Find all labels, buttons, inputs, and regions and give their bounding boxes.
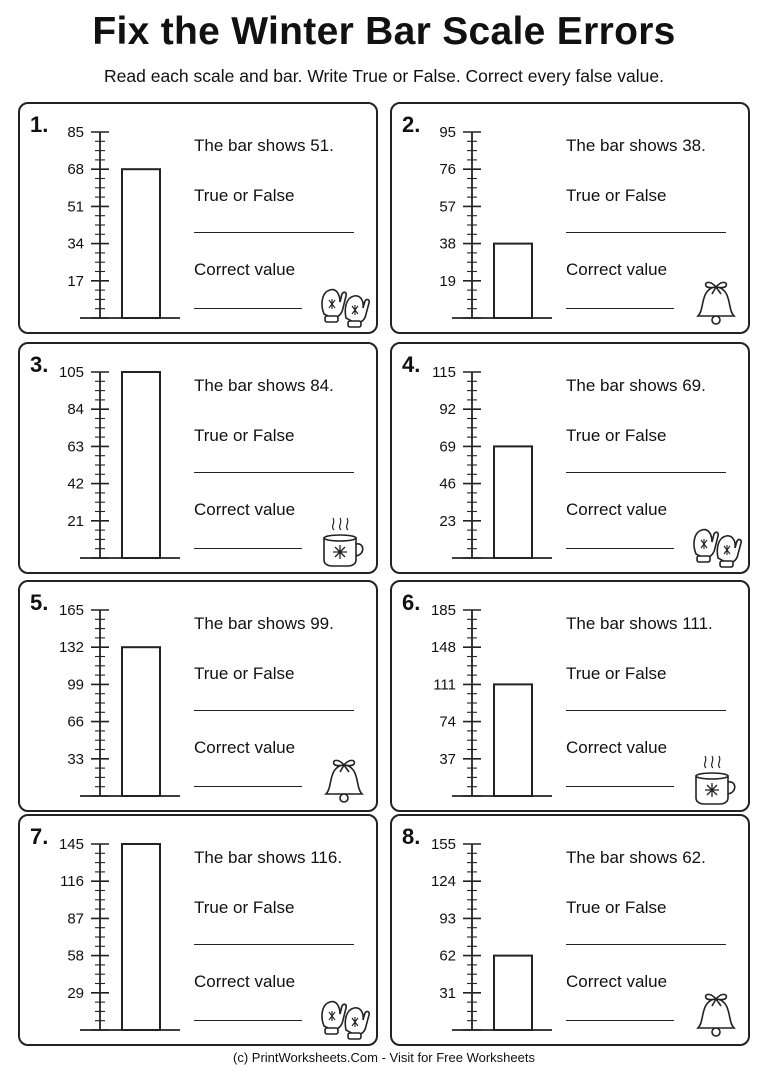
tick-label: 93	[439, 910, 456, 928]
mittens-icon	[316, 274, 370, 328]
true-false-label: True or False	[194, 426, 295, 445]
tick-label: 148	[430, 639, 456, 657]
problem-card-4	[390, 342, 750, 574]
tick-label: 155	[430, 836, 456, 853]
correct-value-answer-line[interactable]	[194, 1020, 302, 1021]
bar-statement: The bar shows 99.	[194, 614, 334, 633]
tick-label: 116	[60, 873, 84, 891]
bar-chart	[392, 344, 572, 576]
bar-chart	[392, 104, 572, 336]
tick-label: 185	[430, 602, 456, 619]
cocoa-mug-icon	[316, 514, 370, 568]
tick-label: 111	[433, 676, 456, 694]
tick-label: 145	[58, 836, 84, 853]
tick-label: 85	[67, 124, 84, 141]
tick-label: 21	[67, 512, 84, 530]
page-title: Fix the Winter Bar Scale Errors	[92, 10, 676, 53]
true-false-answer-line[interactable]	[566, 472, 726, 473]
footer-credit: (c) PrintWorksheets.Com - Visit for Free Worksheets	[233, 1050, 535, 1065]
problem-card-7	[18, 814, 378, 1046]
true-false-answer-line[interactable]	[194, 232, 354, 233]
true-false-answer-line[interactable]	[566, 232, 726, 233]
correct-value-label: Correct value	[194, 260, 296, 279]
tick-label: 84	[67, 401, 84, 419]
problem-number: 3.	[30, 352, 49, 377]
tick-label: 46	[439, 475, 456, 493]
bar-statement: The bar shows 116.	[194, 848, 343, 867]
tick-label: 68	[67, 161, 84, 179]
tick-label: 57	[439, 198, 456, 216]
correct-value-answer-line[interactable]	[194, 308, 302, 309]
problem-number: 7.	[30, 824, 49, 849]
correct-value-label: Correct value	[566, 260, 668, 279]
correct-value-label: Correct value	[194, 972, 296, 991]
true-false-label: True or False	[566, 186, 667, 205]
bar	[494, 956, 532, 1030]
bar	[122, 372, 160, 558]
correct-value-answer-line[interactable]	[566, 786, 674, 787]
bar	[494, 446, 532, 558]
correct-value-answer-line[interactable]	[566, 1020, 674, 1021]
correct-value-answer-line[interactable]	[566, 548, 674, 549]
problem-number: 1.	[30, 112, 49, 137]
true-false-answer-line[interactable]	[194, 944, 354, 945]
correct-value-label: Correct value	[194, 738, 296, 757]
tick-label: 132	[58, 639, 84, 657]
true-false-label: True or False	[194, 186, 295, 205]
bar-chart	[20, 344, 200, 576]
bar-chart	[20, 104, 200, 336]
tick-label: 115	[432, 364, 456, 381]
bar-statement: The bar shows 38.	[566, 136, 706, 155]
instructions: Read each scale and bar. Write True or False. Correct every false value.	[104, 66, 664, 86]
tick-label: 51	[67, 198, 84, 216]
bell-icon	[688, 274, 742, 328]
cocoa-mug-icon	[688, 752, 742, 806]
mittens-icon	[316, 986, 370, 1040]
tick-label: 62	[439, 947, 456, 965]
problem-card-5	[18, 580, 378, 812]
correct-value-answer-line[interactable]	[194, 786, 302, 787]
tick-label: 95	[439, 124, 456, 141]
problem-number: 2.	[402, 112, 421, 137]
tick-label: 23	[439, 512, 456, 530]
tick-label: 66	[67, 713, 84, 731]
bar-chart	[20, 816, 200, 1048]
correct-value-label: Correct value	[566, 738, 668, 757]
bar-statement: The bar shows 111.	[566, 614, 713, 633]
true-false-label: True or False	[566, 898, 667, 917]
bar	[494, 684, 532, 796]
true-false-label: True or False	[194, 898, 295, 917]
mittens-icon	[688, 514, 742, 568]
correct-value-answer-line[interactable]	[566, 308, 674, 309]
tick-label: 38	[439, 235, 456, 253]
tick-label: 76	[439, 161, 456, 179]
tick-label: 19	[439, 272, 456, 290]
correct-value-label: Correct value	[566, 972, 668, 991]
bar-chart	[392, 816, 572, 1048]
true-false-label: True or False	[566, 426, 667, 445]
problem-card-3	[18, 342, 378, 574]
bar-chart	[20, 582, 200, 814]
tick-label: 29	[67, 984, 84, 1002]
bar	[122, 169, 160, 318]
bar-chart	[392, 582, 572, 814]
bell-icon	[688, 986, 742, 1040]
problem-card-8	[390, 814, 750, 1046]
true-false-label: True or False	[566, 664, 667, 683]
problem-number: 8.	[402, 824, 421, 849]
tick-label: 58	[67, 947, 84, 965]
tick-label: 63	[67, 438, 84, 456]
problem-number: 6.	[402, 590, 421, 615]
tick-label: 92	[439, 401, 456, 419]
tick-label: 105	[58, 364, 84, 381]
bell-icon	[316, 752, 370, 806]
true-false-label: True or False	[194, 664, 295, 683]
problem-card-1	[18, 102, 378, 334]
correct-value-label: Correct value	[194, 500, 296, 519]
tick-label: 87	[67, 910, 84, 928]
bar-statement: The bar shows 51.	[194, 136, 334, 155]
bar-statement: The bar shows 84.	[194, 376, 334, 395]
bar-statement: The bar shows 62.	[566, 848, 706, 867]
tick-label: 34	[67, 235, 84, 253]
tick-label: 17	[67, 272, 84, 290]
tick-label: 99	[67, 676, 84, 694]
bar	[494, 244, 532, 318]
tick-label: 42	[67, 475, 84, 493]
bar	[122, 647, 160, 796]
true-false-answer-line[interactable]	[194, 472, 354, 473]
tick-label: 31	[439, 984, 456, 1002]
correct-value-answer-line[interactable]	[194, 548, 302, 549]
bar	[122, 844, 160, 1030]
true-false-answer-line[interactable]	[194, 710, 354, 711]
problem-number: 5.	[30, 590, 49, 615]
problem-number: 4.	[402, 352, 421, 377]
bar-statement: The bar shows 69.	[566, 376, 706, 395]
tick-label: 33	[67, 750, 84, 768]
tick-label: 69	[439, 438, 456, 456]
true-false-answer-line[interactable]	[566, 944, 726, 945]
tick-label: 74	[439, 713, 456, 731]
problem-card-2	[390, 102, 750, 334]
tick-label: 165	[58, 602, 84, 619]
correct-value-label: Correct value	[566, 500, 668, 519]
tick-label: 37	[439, 750, 456, 768]
problem-card-6	[390, 580, 750, 812]
true-false-answer-line[interactable]	[566, 710, 726, 711]
tick-label: 124	[430, 873, 456, 891]
